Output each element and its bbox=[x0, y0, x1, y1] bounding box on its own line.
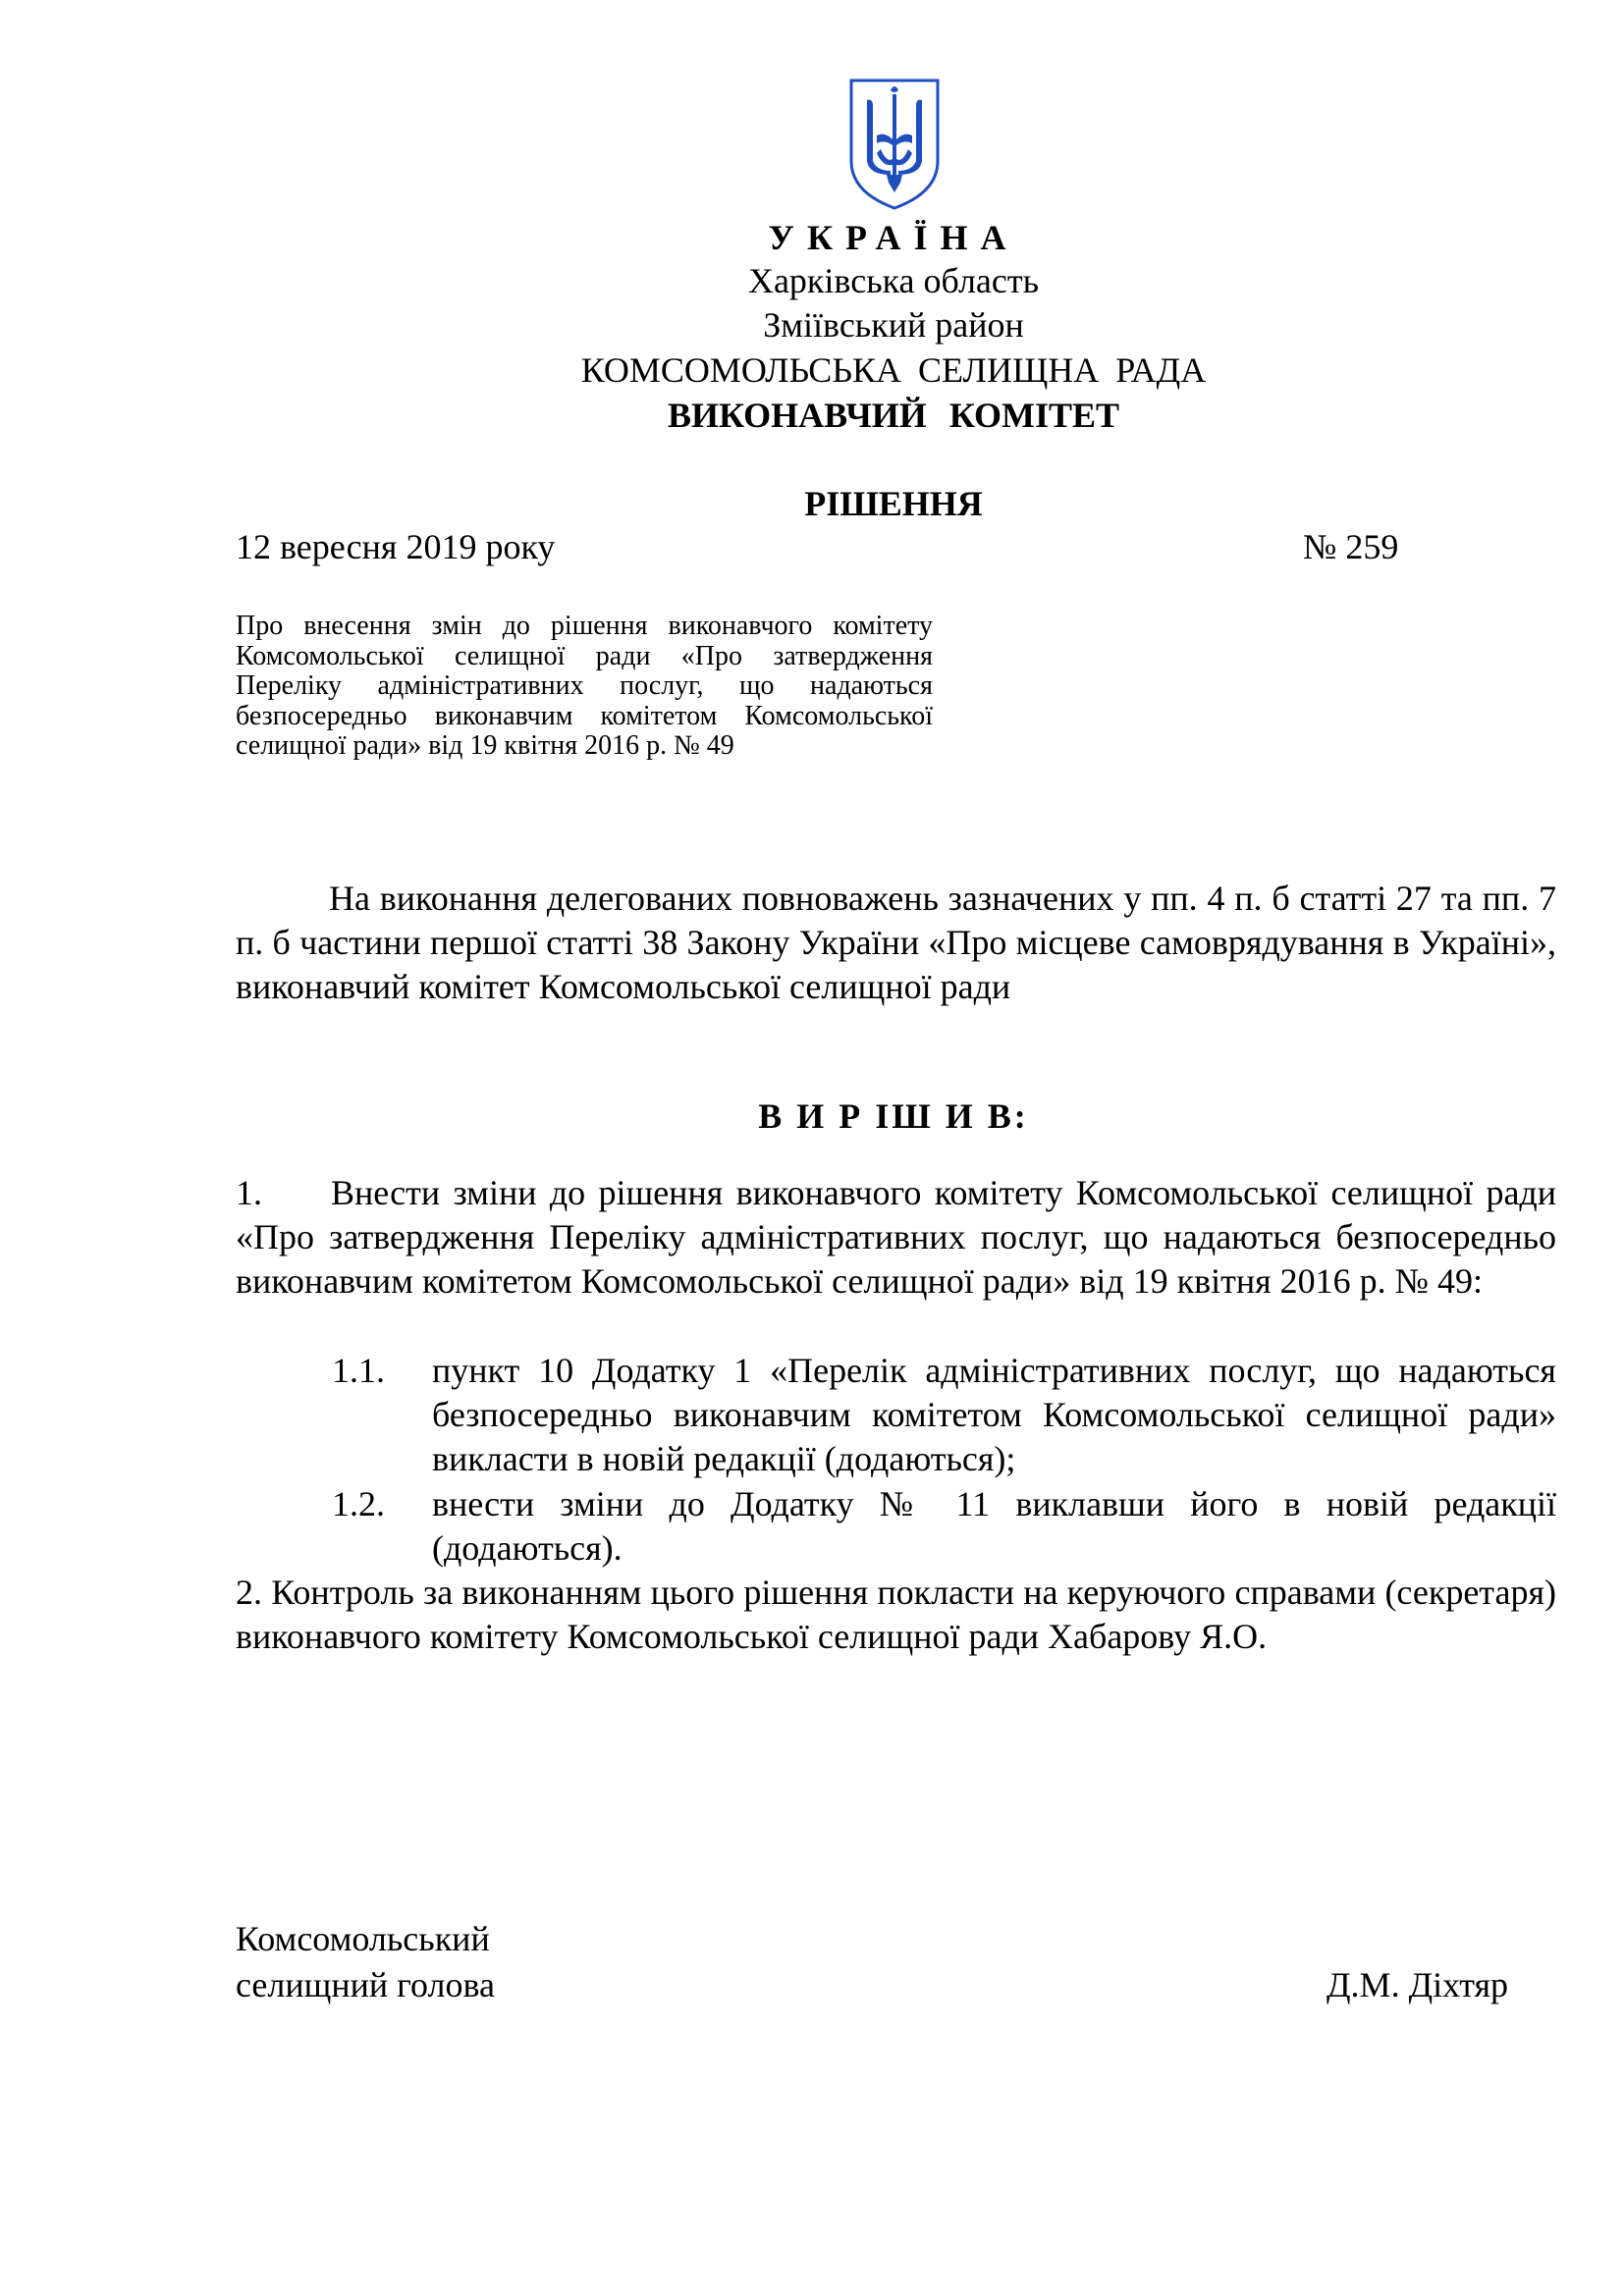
country-title: УКРАЇНА bbox=[768, 218, 1019, 257]
subitem-number: 1.1. bbox=[332, 1351, 385, 1390]
decision-date: 12 вересня 2019 року bbox=[236, 527, 556, 566]
preamble-paragraph: На виконання делегованих повноважень зазначених у пп. 4 п. б статті 27 та пп. 7 п. б частини першої статті 38 Закону України «Про місцеве самоврядування в Україні», виконавчий комітет Комсомольської селищної ради bbox=[236, 879, 1556, 1006]
item-text: Контроль за виконанням цього рішення покласти на керуючого справами (секретаря) виконавчого комітету Комсомольської селищної ради Хабарову Я.О. bbox=[236, 1573, 1556, 1656]
signatory-title-line1: Комсомольський bbox=[236, 1919, 490, 1958]
item-1 bbox=[236, 1171, 1556, 1304]
council-line: КОМСОМОЛЬСЬКА СЕЛИЩНА РАДА bbox=[580, 350, 1207, 390]
decided-heading: В И Р ІШ И В: bbox=[758, 1096, 1029, 1136]
rayon-line: Зміївський район bbox=[763, 305, 1024, 345]
subitem-1-1 bbox=[332, 1349, 1556, 1481]
signatory-name: Д.М. Діхтяр bbox=[1326, 1965, 1509, 2004]
decision-number: № 259 bbox=[1303, 527, 1399, 566]
subitem-text: пункт 10 Додатку 1 «Перелік адміністративних послуг, що надаються безпосередньо виконавчим комітетом Комсомольської селищної ради» викласти в новій редакції (додаються); bbox=[432, 1351, 1556, 1478]
subitem-1-2 bbox=[332, 1482, 1556, 1571]
signatory-title-line2: селищний голова bbox=[236, 1965, 496, 2004]
trident-coat-of-arms-icon bbox=[847, 77, 942, 212]
item-2 bbox=[236, 1571, 1556, 1659]
item-text: Внести зміни до рішення виконавчого комітету Комсомольської селищної ради «Про затвердження Переліку адміністративних послуг, що надаються безпосередньо виконавчим комітетом Комсомольської селищної ради» від 19 квітня 2016 р. № 49: bbox=[236, 1173, 1556, 1301]
decision-subject: Про внесення змін до рішення виконавчого комітету Комсомольської селищної ради «Про затвердження Переліку адміністративних послуг, що надаються безпосередньо виконавчим комітетом Комсомольської селищної ради» від 19 квітня 2016 р. № 49 bbox=[236, 611, 933, 761]
subitem-text: внести зміни до Додатку № 11 виклавши його в новій редакції (додаються). bbox=[432, 1484, 1556, 1568]
document-kind-title: РІШЕННЯ bbox=[804, 484, 983, 523]
item-number: 2. bbox=[236, 1573, 262, 1612]
item-number: 1. bbox=[236, 1173, 262, 1212]
subitem-number: 1.2. bbox=[332, 1484, 385, 1523]
oblast-line: Харківська область bbox=[747, 261, 1040, 300]
committee-line: ВИКОНАВЧИЙ КОМІТЕТ bbox=[667, 396, 1120, 435]
